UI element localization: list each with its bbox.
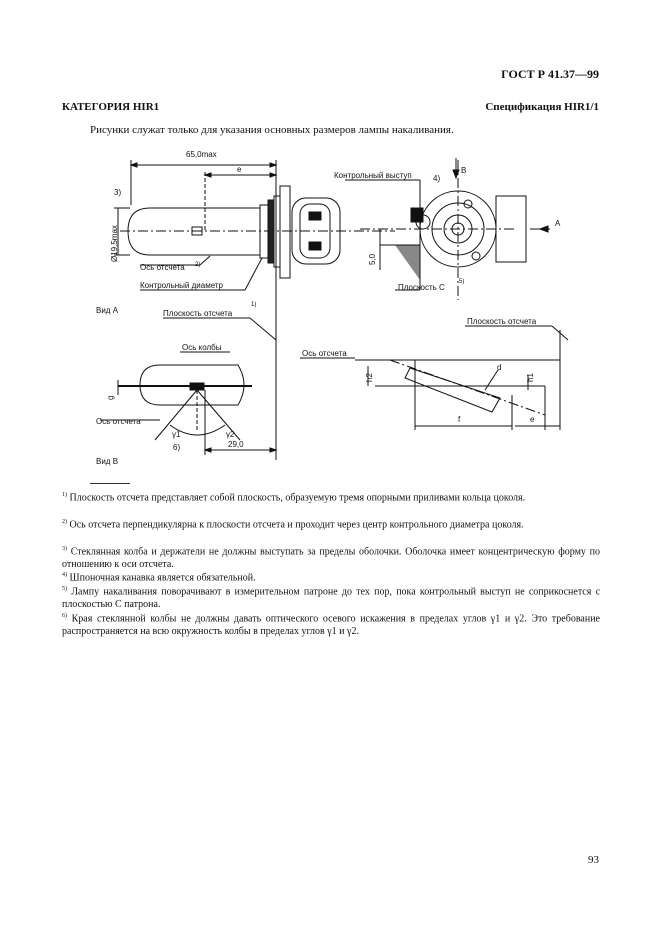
standard-number: ГОСТ Р 41.37—99 [501,67,599,81]
dim-d: d [497,363,502,372]
label-axis-ref-c: Ось отсчета [302,349,347,358]
footnote-separator [90,483,130,484]
label-control-diameter: Контрольный диаметр [140,281,223,290]
view-a: Вид A [96,306,119,315]
arrow-a-label: A [555,219,561,228]
footnote-2: $^{2)}$ Ось отсчета перпендикулярна к плоскости отсчета и проходит через центр контрольного диаметра цоколя. [62,519,524,531]
dim-h1: h1 [526,373,535,382]
label-axis-ref: Ось отсчета [140,263,185,272]
dim-f: f [458,415,461,424]
label-plane-c: Плоскость C [398,283,445,292]
page-number: 93 [588,854,599,866]
label-ref-plane-c: Плоскость отсчета [467,317,537,326]
label-bulb-axis: Ось колбы [182,343,222,352]
footnote-1: $^{1)}$ Плоскость отсчета представляет собой плоскость, образуемую тремя опорными приливами кольца цоколя. [62,492,526,504]
specification-title: Спецификация HIR1/1 [485,101,599,113]
gamma-2: γ2 [226,430,235,439]
dim-diameter: Ø19,5max [110,225,119,262]
dim-e2: e [530,415,535,424]
label-axis-ref-sup: 2) [195,262,201,268]
dim-g: g [106,395,115,400]
label-axis-ref-b: Ось отсчета [96,417,141,426]
mark-6: 6) [173,443,181,452]
dim-5: 5,0 [368,253,377,265]
label-ref-plane-sup: 1) [251,302,257,308]
label-ref-plane: Плоскость отсчета [163,309,233,318]
footnote-5: $^{5)}$ Лампу накаливания поворачивают в измерительном патроне до тех пор, пока контрольный выступ не соприкоснется с плоскостью C патрона. [62,586,601,611]
dim-h2: h2 [365,373,374,382]
mark-4: 4) [433,174,441,183]
intro-text: Рисунки служат только для указания основных размеров лампы накаливания. [90,124,454,136]
footnote-3: $^{3)}$ Стеклянная колба и держатели не должны выступать за пределы оболочки. Оболочка имеет концентрическую форму по отношению к оси отсчета. [62,546,600,571]
dim-length: 65,0max [186,150,217,159]
label-control-lug: Контрольный выступ [334,171,412,180]
view-b: Вид B [96,457,119,466]
category-title: КАТЕГОРИЯ HIR1 [62,101,160,113]
dim-29: 29,0 [228,440,244,449]
footnote-4: $^{4)}$ Шпоночная канавка является обязательной. [62,572,256,584]
gamma-1: γ1 [172,430,181,439]
arrow-b-label: B [461,166,467,175]
label-plane-c-sup: 5) [459,279,465,285]
mark-3: 3) [114,188,122,197]
footnote-6: $^{6)}$ Края стеклянной колбы не должны давать оптического осевого искажения в пределах углов γ1 и γ2. Это требование распространяется на всю окружность колбы в пределах углов γ1 и γ2. [62,613,600,638]
dim-e: e [237,165,242,174]
